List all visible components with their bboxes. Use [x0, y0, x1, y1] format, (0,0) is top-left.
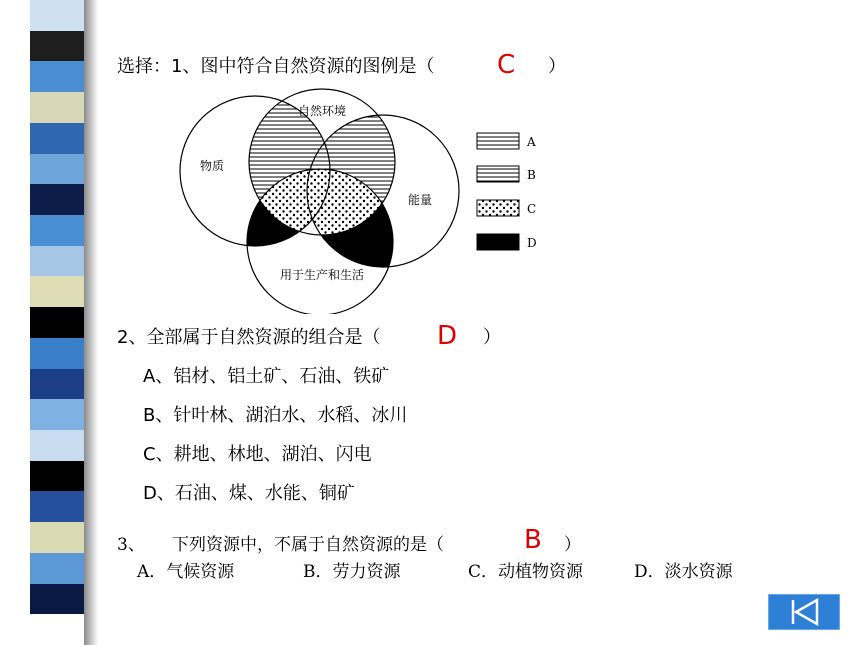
q2-close: ）	[483, 327, 501, 348]
stripe-segment	[30, 461, 84, 493]
q3-answer: B	[524, 525, 542, 555]
legend-label-c: C	[527, 202, 537, 216]
q2-option-d: D、石油、煤、水能、铜矿	[143, 483, 355, 504]
stripe-segment	[30, 154, 84, 186]
decorative-stripe	[30, 0, 84, 645]
stripe-segment	[30, 246, 84, 278]
back-to-start-button[interactable]	[768, 594, 840, 630]
stripe-segment	[30, 584, 84, 616]
stripe-segment	[30, 92, 84, 124]
q2-option-a: A、铝材、铝土矿、石油、铁矿	[143, 366, 390, 387]
venn-region-dotted	[180, 96, 459, 267]
q1-close: ）	[548, 56, 566, 77]
venn-label-top: 自然环境	[297, 104, 347, 118]
venn-label-bottom: 用于生产和生活	[279, 268, 365, 282]
q3-option-d: D．淡水资源	[634, 562, 733, 582]
stripe-segment	[30, 61, 84, 93]
legend-swatch-a	[477, 133, 519, 149]
stripe-segment	[30, 553, 84, 585]
q3-option-c: C．动植物资源	[468, 562, 584, 582]
venn-label-right: 能量	[408, 193, 433, 207]
legend-swatch-c	[477, 200, 519, 216]
q1-text: 选择：1、图中符合自然资源的图例是（	[117, 56, 435, 77]
stripe-segment	[30, 369, 84, 401]
stripe-segment	[30, 430, 84, 462]
q3-option-a: A．气候资源	[137, 562, 235, 582]
legend-label-b: B	[527, 168, 536, 182]
stripe-segment	[30, 276, 84, 308]
q2-answer: D	[437, 321, 458, 351]
legend-label-a: A	[527, 135, 536, 149]
venn-diagram	[170, 84, 550, 314]
stripe-segment	[30, 399, 84, 431]
stripe-segment	[30, 123, 84, 155]
stripe-segment	[30, 184, 84, 216]
q3-number: 3、	[117, 535, 145, 555]
back-to-start-icon	[769, 595, 839, 629]
stripe-segment	[30, 522, 84, 554]
legend-label-d: D	[527, 236, 537, 250]
q2-text: 2、全部属于自然资源的组合是（	[117, 327, 381, 348]
stripe-segment	[30, 491, 84, 523]
legend-swatch-d	[477, 234, 519, 250]
stripe-segment	[30, 215, 84, 247]
q3-text: 下列资源中，不属于自然资源的是（	[172, 535, 444, 555]
venn-label-left: 物质	[200, 159, 225, 173]
stripe-segment	[30, 0, 84, 32]
q3-close: ）	[564, 535, 581, 555]
stripe-segment	[30, 307, 84, 339]
stripe-segment	[30, 614, 84, 646]
q2-option-c: C、耕地、林地、湖泊、闪电	[143, 444, 372, 465]
legend-swatch-b	[477, 166, 519, 182]
q3-option-b: B．劳力资源	[303, 562, 401, 582]
q2-option-b: B、针叶林、湖泊水、水稻、冰川	[143, 405, 408, 426]
stripe-segment	[30, 338, 84, 370]
stripe-shadow	[84, 0, 98, 645]
q1-answer: C	[497, 50, 516, 80]
stripe-segment	[30, 31, 84, 63]
